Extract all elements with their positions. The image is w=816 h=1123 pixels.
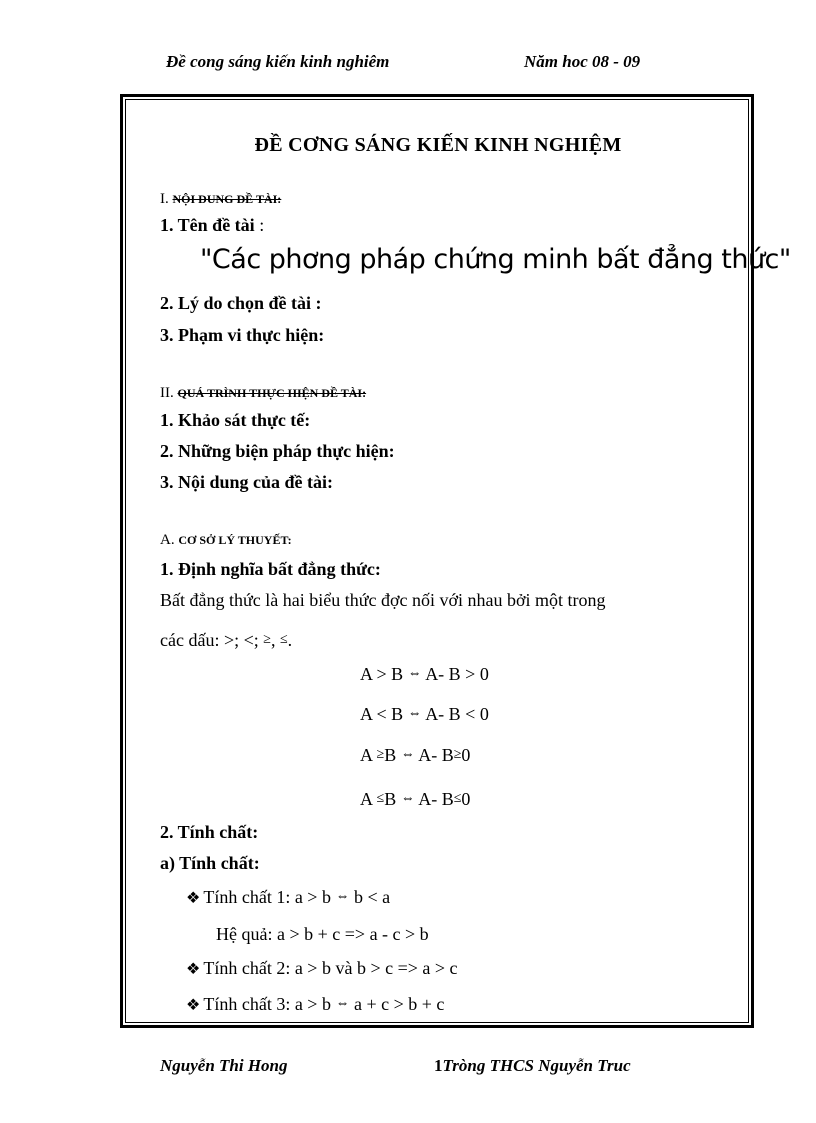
- running-footer-right: [434, 1056, 631, 1076]
- property-3-left: Tính chất 3: a > b: [203, 994, 331, 1014]
- property-3-right: a + c > b + c: [353, 994, 445, 1014]
- running-header-left: Đề cong sáng kiến kinh nghiêm: [166, 52, 390, 71]
- item-reason: 2. Lý do chọn đề tài :: [160, 293, 322, 313]
- equation-1: [360, 664, 489, 685]
- less-equal-symbol: ≤: [453, 791, 462, 806]
- footer-school: Tròng THCS Nguyễn Truc: [442, 1056, 631, 1075]
- section-a-heading: [160, 532, 292, 549]
- equation-1-right: A- B > 0: [425, 664, 489, 684]
- greater-equal-symbol: ≥: [263, 632, 271, 647]
- property-1-right: b < a: [353, 887, 391, 907]
- equivalence-symbol: ⇔: [407, 706, 422, 721]
- equivalence-symbol: ⇔: [335, 996, 350, 1011]
- item-measures: 2. Những biện pháp thực hiện:: [160, 441, 395, 461]
- definition-line-1: Bất đẳng thức là hai biểu thức đợc nối với nhau bởi một trong: [160, 590, 606, 610]
- definition-line-2-text: các dấu: >; <;: [160, 630, 259, 650]
- item-topic-name-colon: :: [254, 215, 265, 235]
- equation-3-a: A: [360, 745, 373, 765]
- equivalence-symbol: ⇔: [335, 889, 350, 904]
- document-title: ĐỀ CƠNG SÁNG KIẾN KINH NGHIỆM: [254, 134, 622, 156]
- greater-equal-symbol: ≥: [376, 747, 385, 762]
- page-number: 1: [434, 1056, 443, 1075]
- less-equal-symbol: ≤: [376, 791, 385, 806]
- item-survey: 1. Khảo sát thực tế:: [160, 410, 311, 430]
- corollary-1: Hệ quả: a > b + c => a - c > b: [216, 924, 429, 944]
- diamond-bullet-icon: ❖: [186, 961, 201, 978]
- equation-4-b: B: [384, 789, 397, 809]
- less-equal-symbol: ≤: [279, 632, 288, 647]
- equivalence-symbol: ⇔: [407, 666, 422, 681]
- item-scope: 3. Phạm vi thực hiện:: [160, 325, 325, 345]
- running-footer-left: Nguyễn Thi Hong: [160, 1056, 288, 1075]
- property-1: [186, 887, 390, 908]
- diamond-bullet-icon: ❖: [186, 890, 201, 907]
- property-1-left: Tính chất 1: a > b: [203, 887, 331, 907]
- section-a-letter: A.: [160, 532, 175, 548]
- equation-4-a: A: [360, 789, 373, 809]
- equation-2-right: A- B < 0: [425, 704, 489, 724]
- item-properties-a: a) Tính chất:: [160, 853, 260, 873]
- equation-1-left: A > B: [360, 664, 404, 684]
- section-1-heading: [160, 191, 281, 208]
- equation-4: [360, 789, 470, 810]
- equation-4-zero: 0: [461, 789, 471, 809]
- equation-4-right: A- B: [418, 789, 454, 809]
- item-content: 3. Nội dung của đề tài:: [160, 472, 334, 492]
- equation-3: [360, 745, 470, 766]
- diamond-bullet-icon: ❖: [186, 997, 201, 1014]
- equation-2-left: A < B: [360, 704, 404, 724]
- section-2-label: QUÁ TRÌNH THỰC HIỆN ĐỀ TÀI:: [177, 386, 367, 400]
- property-2: [186, 958, 458, 979]
- property-2-text: Tính chất 2: a > b và b > c => a > c: [203, 958, 458, 978]
- item-topic-name-label: 1. Tên đề tài: [160, 215, 255, 235]
- item-topic-name: [160, 215, 264, 236]
- section-1-number: I.: [160, 191, 169, 207]
- equation-2: [360, 704, 489, 725]
- equation-3-zero: 0: [461, 745, 471, 765]
- property-3: [186, 994, 444, 1015]
- section-a-label: CƠ SỞ LÝ THUYẾT:: [178, 533, 292, 547]
- equation-3-b: B: [384, 745, 397, 765]
- equivalence-symbol: ⇔: [400, 791, 415, 806]
- item-properties: 2. Tính chất:: [160, 822, 259, 842]
- topic-title: "Các phơng pháp chứng minh bất đẳng thức": [200, 244, 791, 275]
- section-2-number: II.: [160, 385, 174, 401]
- running-header-right: Năm hoc 08 - 09: [524, 52, 641, 71]
- equivalence-symbol: ⇔: [400, 747, 415, 762]
- item-definition: 1. Định nghĩa bất đẳng thức:: [160, 559, 381, 579]
- section-1-label: NỘI DUNG ĐỀ TÀI:: [172, 192, 282, 206]
- equation-3-right: A- B: [418, 745, 454, 765]
- greater-equal-symbol: ≥: [453, 747, 462, 762]
- definition-line-2: các dấu: >; <; ≥, ≤.: [160, 630, 293, 650]
- section-2-heading: [160, 385, 366, 402]
